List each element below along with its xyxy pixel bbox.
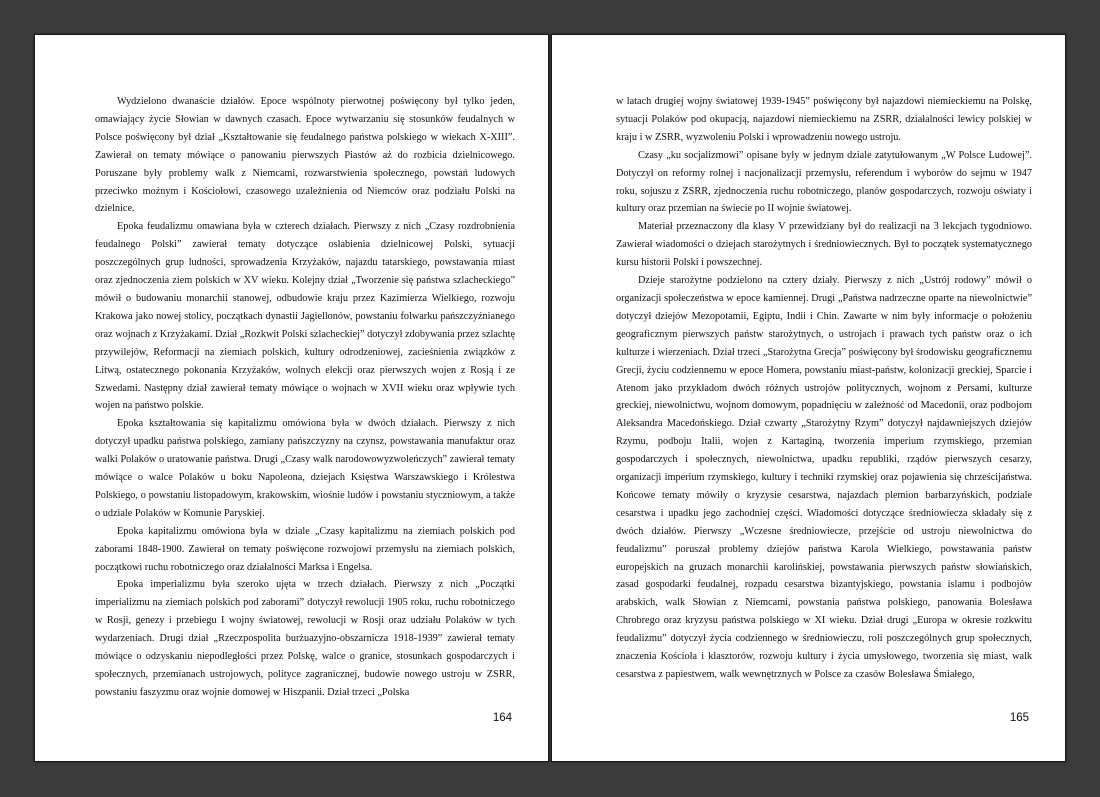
left-page-text — [95, 93, 515, 702]
paragraph: Epoka imperializmu była szeroko ujęta w trzech działach. Pierwszy z nich „Początki imperializmu na ziemiach polskich pod zaborami” dotyczył rewolucji 1905 roku, ruchu robotniczego w Rosji, genezy i przebiegu I wojny światowej, rewolucji w Rosji oraz udziału Polaków w tych wydarzeniach. Drugi dział „Rzeczpospolita burżuazyjno-obszarnicza 1918-1939” zawierał tematy mówiące o odzyskaniu niepodległości przez Polskę, walce o granice, stosunkach gospodarczych i społecznych, przemianach ustrojowych, polityce zagranicznej, budowie nowego ustroju w ZSRR, powstaniu faszyzmu oraz wojnie domowej w Hiszpanii. Dział trzeci „Polska — [95, 579, 515, 698]
paragraph: Epoka feudalizmu omawiana była w czterech działach. Pierwszy z nich „Czasy rozdrobnienia feudalnego Polski” zawierał tematy dotyczące osłabienia dzielnicowej Polski, sytuacji poszczególnych grup ludności, sprowadzenia Krzyżaków, najazdu tatarskiego, powstawania miast oraz zjednoczenia ziem polskich w XV wieku. Kolejny dział „Tworzenie się państwa szlacheckiego” mówił o budowaniu monarchii stanowej, odbudowie kraju przez Kazimierza Wielkiego, rozwoju Krakowa jako nowej stolicy, początkach dynastii Jagiellonów, powstaniu folwarku pańszczyźnianego oraz wojnach z Krzyżakami. Dział „Rozkwit Polski szlacheckiej” dotyczył zdobywania przez szlachtę przywilejów, Reformacji na ziemiach polskich, kultury odrodzeniowej, zacieśnienia związków z Litwą, ostatecznego pokonania Krzyżaków, wolnych elekcji oraz pierwszych wojen z Rosją i ze Szwedami. Następny dział zawierał tematy mówiące o wojnach w XVII wieku oraz wpływie tych wojen na państwo polskie. — [95, 221, 515, 412]
right-page-text — [616, 93, 1032, 684]
page-number: 165 — [1009, 712, 1029, 724]
left-page — [34, 34, 549, 762]
paragraph: Dzieje starożytne podzielono na cztery działy. Pierwszy z nich „Ustrój rodowy” mówił o organizacji społeczeństwa w epoce kamiennej. Drugi „Państwa nadrzeczne oparte na niewolnictwie” dotyczył dziejów Mezopotamii, Egiptu, Indii i Chin. Zawarte w nim były informacje o położeniu geograficznym pierwszych państw starożytnych, o ustrojach i prawach tych państw oraz o ich kulturze i wierzeniach. Dział trzeci „Starożytna Grecja” poświęcony był środowisku geograficznemu Grecji, życiu codziennemu w epoce Homera, powstaniu miast-państw, kolonizacji greckiej, Sparcie i Atenom jako przykładom dwóch różnych ustrojów politycznych, wojnom z Persami, kulturze greckiej, niewolnictwu, wojnom domowym, popadnięciu w zależność od Macedonii, oraz podbojom Aleksandra Macedońskiego. Dział czwarty „Starożytny Rzym” dotyczył najdawniejszych dziejów Rzymu, podboju Italii, wojen z Kartaginą, tworzenia imperium rzymskiego, przemian gospodarczych i społecznych, niewolnictwa, upadku republiki, rządów pierwszych cesarzy, organizacji imperium rzymskiego, kultury i techniki rzymskiej oraz pojawienia się chrześcijaństwa. Końcowe tematy mówiły o kryzysie cesarstwa, najazdach plemion barbarzyńskich, podziale cesarstwa i upadku jego zachodniej części. Wiadomości dotyczące średniowiecza składały się z dwóch działów. Pierwszy „Wczesne średniowiecze, przejście od ustroju niewolnictwa do feudalizmu” poruszał problemy dziejów państwa Karola Wielkiego, powstawania państw europejskich na gruzach monarchii karolińskiej, powstawania pierwszych państw słowiańskich, zasad gospodarki feudalnej, rozpadu cesarstwa bizantyjskiego, powstania islamu i podbojów arabskich, walk Słowian z Niemcami, powstania państwa polskiego, panowania Bolesława Chrobrego oraz kryzysu państwa polskiego w XI wieku. Dział drugi „Europa w okresie rozkwitu feudalizmu” dotyczył życia codziennego w średniowieczu, roli poszczególnych grup społecznych, znaczenia Kościoła i klasztorów, rozwoju kultury i życia umysłowego, tworzenia się miast, walk cesarstwa z papiestwem, walk wewnętrznych w Polsce za czasów Bolesława Śmiałego, — [616, 275, 1032, 680]
paragraph: Epoka kształtowania się kapitalizmu omówiona była w dwóch działach. Pierwszy z nich dotyczył upadku państwa polskiego, zamiany pańszczyzny na czynsz, powstawania manufaktur oraz walki Polaków o uratowanie państwa. Drugi „Czasy walk narodowowyzwoleńczych” zawierał tematy mówiące o walce Polaków u boku Napoleona, dziejach Księstwa Warszawskiego i Królestwa Polskiego, o powstaniu listopadowym, krakowskim, wiośnie ludów i powstaniu styczniowym, a także o udziale Polaków w Komunie Paryskiej. — [95, 418, 515, 519]
right-page — [551, 34, 1066, 762]
paragraph: Epoka kapitalizmu omówiona była w dziale „Czasy kapitalizmu na ziemiach polskich pod zaborami 1848-1900. Zawierał on tematy poświęcone rozwojowi przemysłu na ziemiach polskich, początkowi ruchu robotniczego oraz działalności Marksa i Engelsa. — [95, 525, 515, 573]
paragraph: Materiał przeznaczony dla klasy V przewidziany był do realizacji na 3 lekcjach tygodniowo. Zawierał wiadomości o dziejach starożytnych i średniowiecznych. Był to początek systematycznego kursu historii Polski i powszechnej. — [616, 221, 1032, 269]
paragraph: Czasy „ku socjalizmowi” opisane były w jednym dziale zatytułowanym „W Polsce Ludowej”. Dotyczył on reformy rolnej i nacjonalizacji przemysłu, referendum i wyborów do sejmu w 1947 roku, sojuszu z ZSRR, zjednoczenia ruchu robotniczego, planów gospodarczych, rozwoju oświaty i kultury oraz przemian na świecie po II wojnie światowej. — [616, 149, 1032, 215]
paragraph: Wydzielono dwanaście działów. Epoce wspólnoty pierwotnej poświęcony był tylko jeden, omawiający życie Słowian w dawnych czasach. Epoce wytwarzaniu się stosunków feudalnych w Polsce poświęcony był dział „Kształtowanie się feudalnego państwa polskiego w wiekach X-XIII”. Zawierał on tematy mówiące o panowaniu pierwszych Piastów aż do rozbicia dzielnicowego. Poruszane były problemy walk z Niemcami, rozwarstwienia społecznego, powstań ludowych przeciwko możnym i Kościołowi, czasowego uzależnienia od Niemców oraz podziału Polski na dzielnice. — [95, 96, 515, 215]
page-number: 164 — [492, 712, 512, 724]
paragraph: w latach drugiej wojny światowej 1939-1945” poświęcony był najazdowi niemieckiemu na Polskę, sytuacji Polaków pod okupacją, najazdowi niemieckiemu na ZSRR, działalności lewicy polskiej w kraju i w ZSRR, wyzwoleniu Polski i wprowadzeniu nowego ustroju. — [616, 96, 1032, 143]
